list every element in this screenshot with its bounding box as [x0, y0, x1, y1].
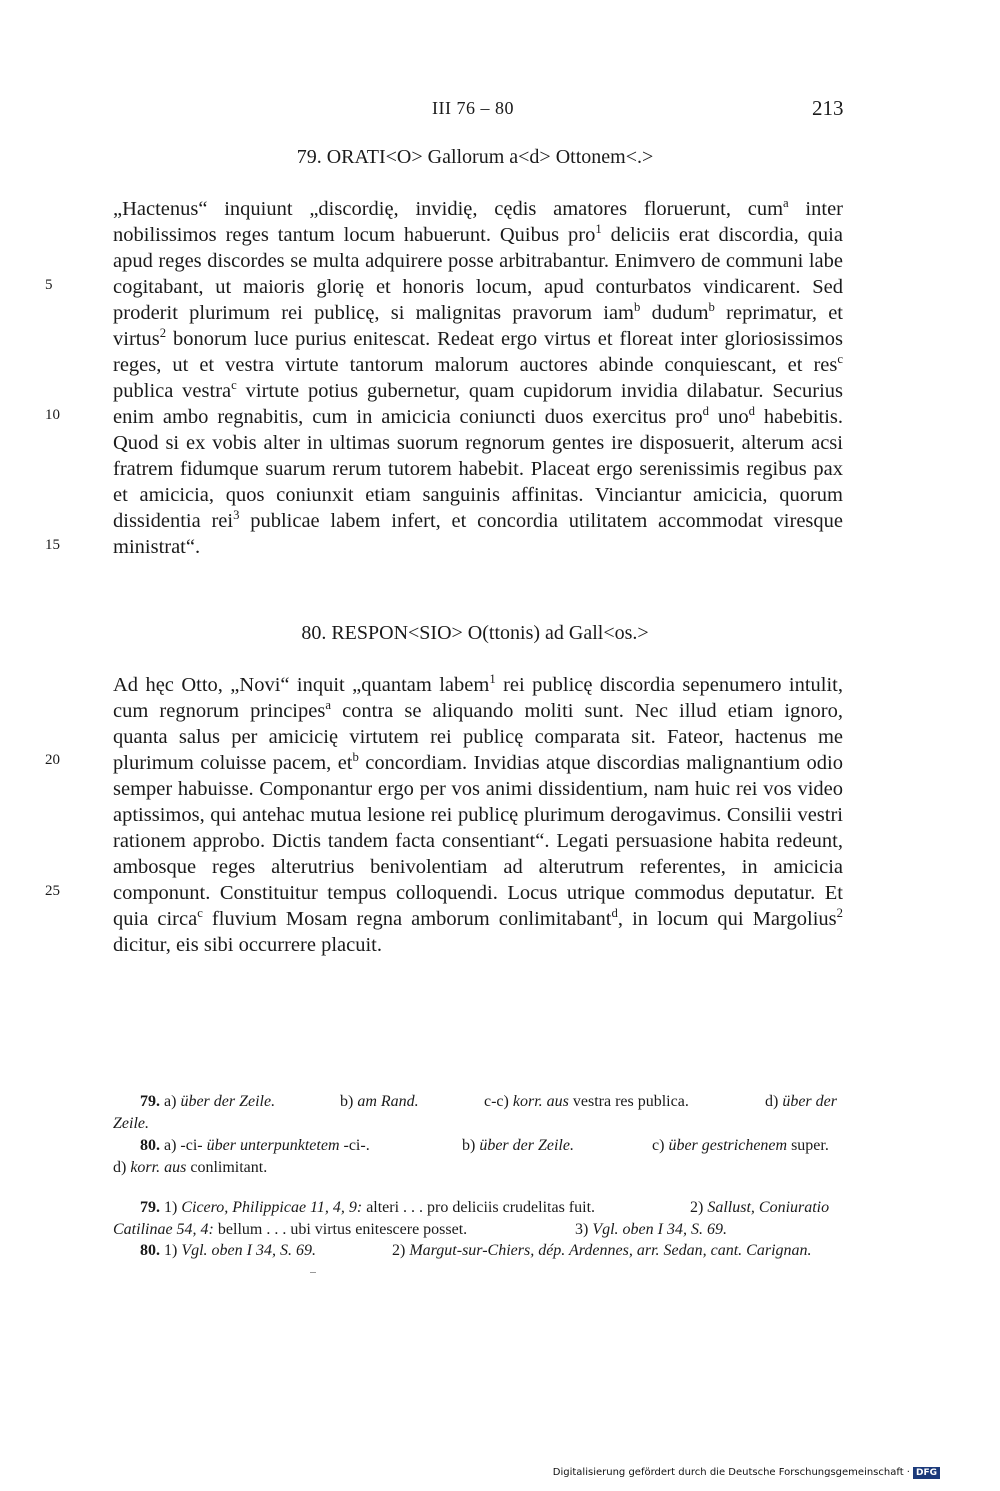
text-line: quia circa$^c$ fluvium Mosam regna amborum conlimitabant$^d$, in locum qui Margolius$^2$	[113, 906, 843, 930]
apparatus-80-b	[462, 1136, 574, 1156]
apparatus-79-d-continuation	[113, 1114, 149, 1134]
source-79	[140, 1198, 595, 1218]
note-label: d)	[113, 1159, 131, 1176]
text-line: „Hactenus“ inquiunt „discordię, invidię, cędis amatores floruerunt, cum$^a$ inter	[113, 196, 843, 220]
apparatus-79	[140, 1092, 275, 1112]
source-79-3	[575, 1220, 727, 1240]
note-label: a) -ci-	[164, 1137, 207, 1154]
text-line: ambosque reges alterutrius benivolentiam ad alterutrum referentes, in amicicia	[113, 856, 843, 878]
apparatus-79-d	[765, 1092, 837, 1112]
footnote-marker: c	[197, 906, 203, 921]
note-text: Zeile.	[113, 1115, 149, 1132]
text-line: quanta salus per amicicię virtutem rei publicę comparata sit. Fateor, hactenus me	[113, 726, 843, 748]
note-label: b)	[462, 1137, 480, 1154]
note-text: Sallust, Coniuratio	[707, 1199, 830, 1216]
apparatus-80-c	[652, 1136, 829, 1156]
footer-credit	[553, 1467, 940, 1479]
text-line: Ad hęc Otto, „Novi“ inquit „quantam labem$^1$ rei publicę discordia sepenumero intulit,	[113, 672, 843, 696]
text-line: componunt. Constituitur tempus colloquendi. Locus utrique commodus deputatur. Et	[113, 882, 843, 904]
footnote-marker: b	[634, 300, 641, 315]
text-line: cum regnorum principes$^a$ contra se aliquando moliti sunt. Nec illud etiam ignoro,	[113, 698, 843, 722]
note-number: 79.	[140, 1093, 160, 1110]
text-line: semper habuisse. Componantur ergo per vos animi dissidentium, nam huic rei vos video	[113, 778, 843, 800]
note-label: c)	[652, 1137, 669, 1154]
text-line: dissidentia rei$^3$ publicae labem infert, et concordia utilitatem accommodat viresque	[113, 508, 843, 532]
note-text: -ci-.	[339, 1137, 370, 1154]
text-line: plurimum coluisse pacem, $et^b$ concordiam. Invidias atque discordias malignantium odio	[113, 750, 843, 774]
section-79-title: 79. ORATI<O> Gallorum a<d> Ottonem<.>	[296, 146, 654, 168]
note-text: Vgl. oben I 34, S. 69.	[592, 1221, 727, 1238]
text-line: et amicicia, quos coniunxit etiam sanguinis affinitas. Vinciantur amicicia, quorum	[113, 484, 843, 506]
footnote-marker: 3	[233, 508, 240, 523]
source-80	[140, 1241, 316, 1261]
text-line: nobilissimos reges tantum locum habuerunt. Quibus pro$^1$ deliciis erat discordia, quia	[113, 222, 843, 246]
footnote-marker: a	[325, 698, 331, 713]
footnote-marker: d	[748, 404, 755, 419]
text-line: Quod si ex vobis alter in ultimas suorum regnorum gentes ire disposuerit, alterum acsi	[113, 432, 843, 454]
footnote-marker: b	[708, 300, 715, 315]
line-number-10: 10	[45, 407, 60, 423]
note-label: c-c)	[484, 1093, 513, 1110]
note-label: 1)	[164, 1242, 182, 1259]
text-line: aptissimos, qui antehac mutua lesione rei publicę plurimum derogavimus. Consilii vestri	[113, 804, 843, 826]
note-text: Vgl. oben I 34, S. 69.	[181, 1242, 316, 1259]
line-number-25: 25	[45, 883, 60, 899]
text-line: ministrat“.	[113, 536, 201, 558]
text-line: enim ambo regnabitis, cum in amicicia coniuncti duos exercitus pro$^d$ uno$^d$ habebitis.	[113, 404, 844, 428]
note-text: über der Zeile.	[479, 1137, 574, 1154]
note-text: korr. aus	[512, 1093, 569, 1110]
note-text: conlimitant.	[186, 1159, 268, 1176]
apparatus-80-d	[113, 1158, 267, 1178]
note-label: d)	[765, 1093, 783, 1110]
apparatus-79-c	[484, 1092, 689, 1112]
note-label: 2)	[690, 1199, 708, 1216]
note-text: Margut-sur-Chiers, dép. Ardennes, arr. Sedan, cant. Carignan.	[409, 1242, 812, 1259]
footnote-marker: b	[352, 750, 359, 765]
note-label: 3)	[575, 1221, 593, 1238]
note-text: super.	[787, 1137, 829, 1154]
note-label: a)	[164, 1093, 181, 1110]
footnote-marker: 2	[159, 326, 167, 341]
line-number-5: 5	[45, 277, 53, 293]
note-text: über unterpunktetem	[206, 1137, 340, 1154]
note-text: Catilinae 54, 4:	[113, 1221, 214, 1238]
text-line: rationem approbo. Dictis tandem facta consentiant“. Legati persuasione habita redeunt,	[113, 830, 843, 852]
footnote-marker: d	[702, 404, 709, 419]
line-number-20: 20	[45, 752, 60, 768]
text-line: apud reges discordes se multa adquirere posse arbitrabantur. Enimvero de communi labe	[113, 250, 843, 272]
note-text: bellum . . . ubi virtus enitescere posset.	[213, 1221, 468, 1238]
note-text: alteri . . . pro deliciis crudelitas fuit.	[362, 1199, 596, 1216]
text-line: fratrem fidumque suarum rerum tutorem habebit. Placeat ergo serenissimis regibus pax	[113, 458, 843, 480]
source-79-2	[690, 1198, 829, 1218]
note-text: am Rand.	[357, 1093, 419, 1110]
note-text: über gestrichenem	[668, 1137, 788, 1154]
credit-text: Digitalisierung gefördert durch die Deutsche Forschungsgemeinschaft ·	[552, 1467, 910, 1478]
footnote-marker: 2	[836, 906, 843, 921]
note-text: korr. aus	[130, 1159, 187, 1176]
note-label: 2)	[392, 1242, 410, 1259]
note-text: über der	[782, 1093, 837, 1110]
text-line: proderit plurimum rei publicę, si malignitas pravorum iam$^b$ dudum$^b$ reprimatur, et	[113, 300, 843, 324]
note-label: 1)	[164, 1199, 182, 1216]
source-79-2-continuation	[113, 1220, 467, 1240]
footnote-marker: c	[837, 352, 843, 367]
footnote-marker: 1	[489, 672, 496, 687]
note-number: 79.	[140, 1199, 160, 1216]
note-text: vestra res publica.	[568, 1093, 689, 1110]
note-number: 80.	[140, 1242, 160, 1259]
text-line: virtus$^2$ bonorum luce purius enitescat. Redeat ergo virtus et floreat inter gloriosissimos	[113, 326, 843, 350]
note-label: b)	[340, 1093, 358, 1110]
running-head: III 76 – 80	[432, 98, 514, 118]
section-80-title: 80. RESPON<SIO> O(ttonis) ad Gall<os.>	[301, 622, 649, 644]
apparatus-80	[140, 1136, 370, 1156]
footnote-marker: 1	[595, 222, 602, 237]
source-80-2	[392, 1241, 812, 1261]
apparatus-79-b	[340, 1092, 419, 1112]
text-line: dicitur, eis sibi occurrere placuit.	[113, 934, 382, 956]
footnote-marker: c	[231, 378, 237, 393]
scan-mark	[310, 1272, 316, 1273]
note-number: 80.	[140, 1137, 160, 1154]
line-number-15: 15	[45, 537, 60, 553]
text-line: publica vestra$^c$ virtute potius gubernetur, quam cupidorum invidia dilabatur. Securius	[113, 378, 843, 402]
note-text: über der Zeile.	[180, 1093, 276, 1110]
dfg-logo: DFG	[913, 1467, 940, 1479]
text-line: cogitabant, ut maioris glorię et honoris locum, apud conturbatos vindicarent. Sed	[113, 276, 843, 298]
page-number: 213	[812, 96, 844, 120]
footnote-marker: d	[611, 906, 618, 921]
note-text: Cicero, Philippicae 11, 4, 9:	[181, 1199, 363, 1216]
text-line: reges, ut et vestra virtute tantorum malorum auctores abinde conquiescant, et res$^c$	[113, 352, 843, 376]
footnote-marker: a	[783, 196, 789, 211]
